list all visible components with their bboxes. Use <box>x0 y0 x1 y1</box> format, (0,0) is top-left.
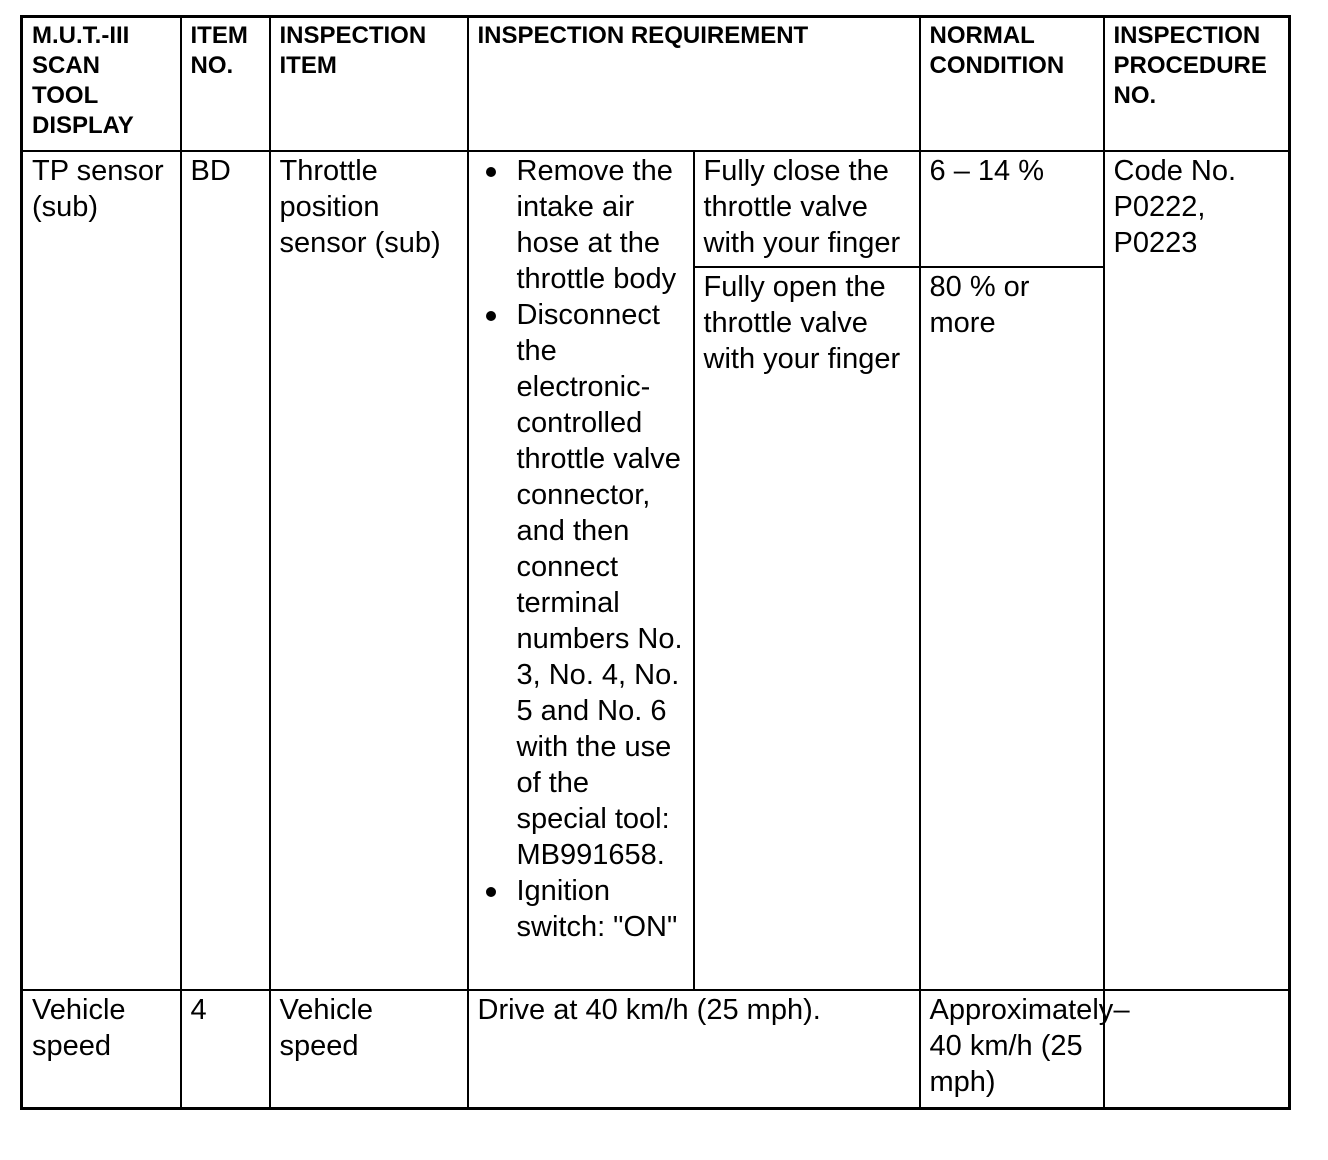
header-procedure-no: INSPECTION PROCEDURE NO. <box>1104 17 1290 152</box>
cell-item-no: 4 <box>181 990 270 1109</box>
header-scan-tool-display: M.U.T.-III SCAN TOOL DISPLAY <box>22 17 181 152</box>
precondition-item: Ignition switch: "ON" <box>478 873 685 945</box>
cell-inspection-item: Throttle position sensor (sub) <box>270 151 468 990</box>
cell-display: TP sensor (sub) <box>22 151 181 990</box>
cell-preconditions <box>468 151 694 990</box>
cell-normal-condition: 80 % or more <box>920 267 1104 990</box>
cell-normal-condition: Approximately 40 km/h (25 mph) <box>920 990 1104 1109</box>
header-row <box>22 17 1290 152</box>
cell-inspection-item: Vehicle speed <box>270 990 468 1109</box>
header-normal-condition: NORMAL CONDITION <box>920 17 1104 152</box>
header-inspection-item: INSPECTION ITEM <box>270 17 468 152</box>
cell-inspection-requirement: Drive at 40 km/h (25 mph). <box>468 990 920 1109</box>
page <box>20 15 1291 1110</box>
cell-item-no: BD <box>181 151 270 990</box>
cell-condition-requirement: Fully close the throttle valve with your finger <box>694 151 920 267</box>
cell-display: Vehicle speed <box>22 990 181 1109</box>
cell-procedure-no: Code No. P0222, P0223 <box>1104 151 1290 990</box>
precondition-item: Disconnect the electronic-controlled throttle valve connector, and then connect terminal numbers No. 3, No. 4, No. 5 and No. 6 with the use of the special tool: MB991658. <box>478 297 685 873</box>
table-row <box>22 990 1290 1109</box>
table-row <box>22 151 1290 267</box>
cell-procedure-no: – <box>1104 990 1290 1109</box>
cell-condition-requirement: Fully open the throttle valve with your finger <box>694 267 920 990</box>
precondition-list <box>478 153 685 945</box>
header-inspection-requirement: INSPECTION REQUIREMENT <box>468 17 920 152</box>
inspection-table <box>20 15 1291 1110</box>
cell-normal-condition: 6 – 14 % <box>920 151 1104 267</box>
header-item-no: ITEM NO. <box>181 17 270 152</box>
precondition-item: Remove the intake air hose at the throttle body <box>478 153 685 297</box>
